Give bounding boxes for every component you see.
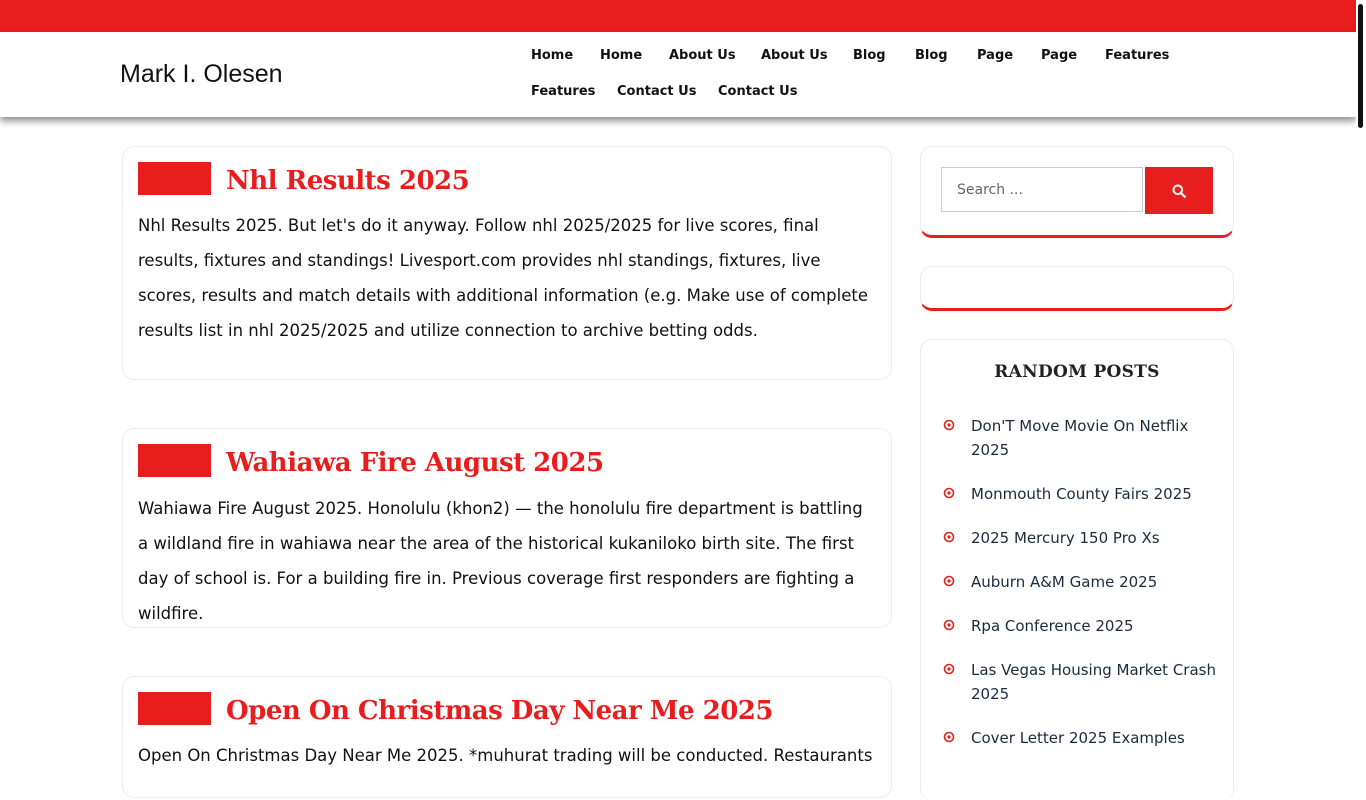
target-icon	[943, 663, 955, 675]
random-post-link[interactable]: Auburn A&M Game 2025	[971, 573, 1158, 591]
post-excerpt: Nhl Results 2025. But let's do it anyway. Follow nhl 2025/2025 for live scores, final results, fixtures and standings! Livesport.com provides nhl standings, fixtures, live scores, results and match details with additional information (e.g. Make use of complete results list in nhl 2025/2025 and utilize connection to archive betting odds.	[138, 216, 868, 340]
target-icon	[943, 419, 955, 431]
random-post-link[interactable]: Rpa Conference 2025	[971, 617, 1134, 635]
random-post-link[interactable]: 2025 Mercury 150 Pro Xs	[971, 529, 1160, 547]
post-thumbnail[interactable]	[138, 692, 211, 725]
nav-item-page[interactable]: Page	[977, 48, 1014, 63]
random-post-link[interactable]: Don'T Move Movie On Netflix 2025	[971, 417, 1189, 459]
post-title[interactable]: Open On Christmas Day Near Me 2025	[226, 696, 773, 726]
search-widget	[920, 146, 1234, 238]
post-card	[122, 146, 892, 380]
search-button[interactable]	[1145, 167, 1213, 214]
widget-title: RANDOM POSTS	[994, 362, 1160, 382]
nav-item-blog[interactable]: Blog	[915, 48, 948, 63]
post-card	[122, 676, 892, 798]
random-post-link[interactable]: Monmouth County Fairs 2025	[971, 485, 1192, 503]
target-icon	[943, 575, 955, 587]
target-icon	[943, 487, 955, 499]
nav-item-contact-us[interactable]: Contact Us	[718, 84, 798, 99]
random-post-link[interactable]: Las Vegas Housing Market Crash 2025	[971, 661, 1216, 703]
nav-item-about-us[interactable]: About Us	[761, 48, 828, 63]
target-icon	[943, 531, 955, 543]
nav-item-about-us[interactable]: About Us	[669, 48, 736, 63]
nav-item-features[interactable]: Features	[531, 84, 596, 99]
site-header	[0, 32, 1356, 117]
nav-item-home[interactable]: Home	[531, 48, 574, 63]
post-card	[122, 428, 892, 628]
nav-item-contact-us[interactable]: Contact Us	[617, 84, 697, 99]
random-posts-widget	[920, 339, 1234, 800]
post-thumbnail[interactable]	[138, 444, 211, 477]
nav-item-features[interactable]: Features	[1105, 48, 1170, 63]
site-title[interactable]: Mark I. Olesen	[120, 60, 283, 88]
random-post-link[interactable]: Cover Letter 2025 Examples	[971, 729, 1185, 747]
scrollbar-thumb[interactable]	[1358, 4, 1363, 128]
post-thumbnail[interactable]	[138, 162, 211, 195]
post-excerpt: Open On Christmas Day Near Me 2025. *muhurat trading will be conducted. Restaurants	[138, 746, 873, 765]
top-accent-bar	[0, 0, 1356, 32]
post-excerpt: Wahiawa Fire August 2025. Honolulu (khon2) — the honolulu fire department is battling a wildland fire in wahiawa near the area of the historical kukaniloko birth site. The first day of school is. For a building fire in. Previous coverage first responders are fighting a wildfire.	[138, 499, 863, 623]
target-icon	[943, 619, 955, 631]
nav-item-blog[interactable]: Blog	[853, 48, 886, 63]
nav-item-page[interactable]: Page	[1041, 48, 1078, 63]
search-icon	[1172, 184, 1186, 198]
post-title[interactable]: Wahiawa Fire August 2025	[226, 448, 604, 478]
scrollbar[interactable]	[1356, 0, 1366, 768]
nav-item-home[interactable]: Home	[600, 48, 643, 63]
post-title[interactable]: Nhl Results 2025	[226, 166, 470, 196]
empty-widget	[920, 266, 1234, 311]
search-input[interactable]	[941, 167, 1143, 212]
target-icon	[943, 731, 955, 743]
main-navigation	[0, 32, 1356, 117]
